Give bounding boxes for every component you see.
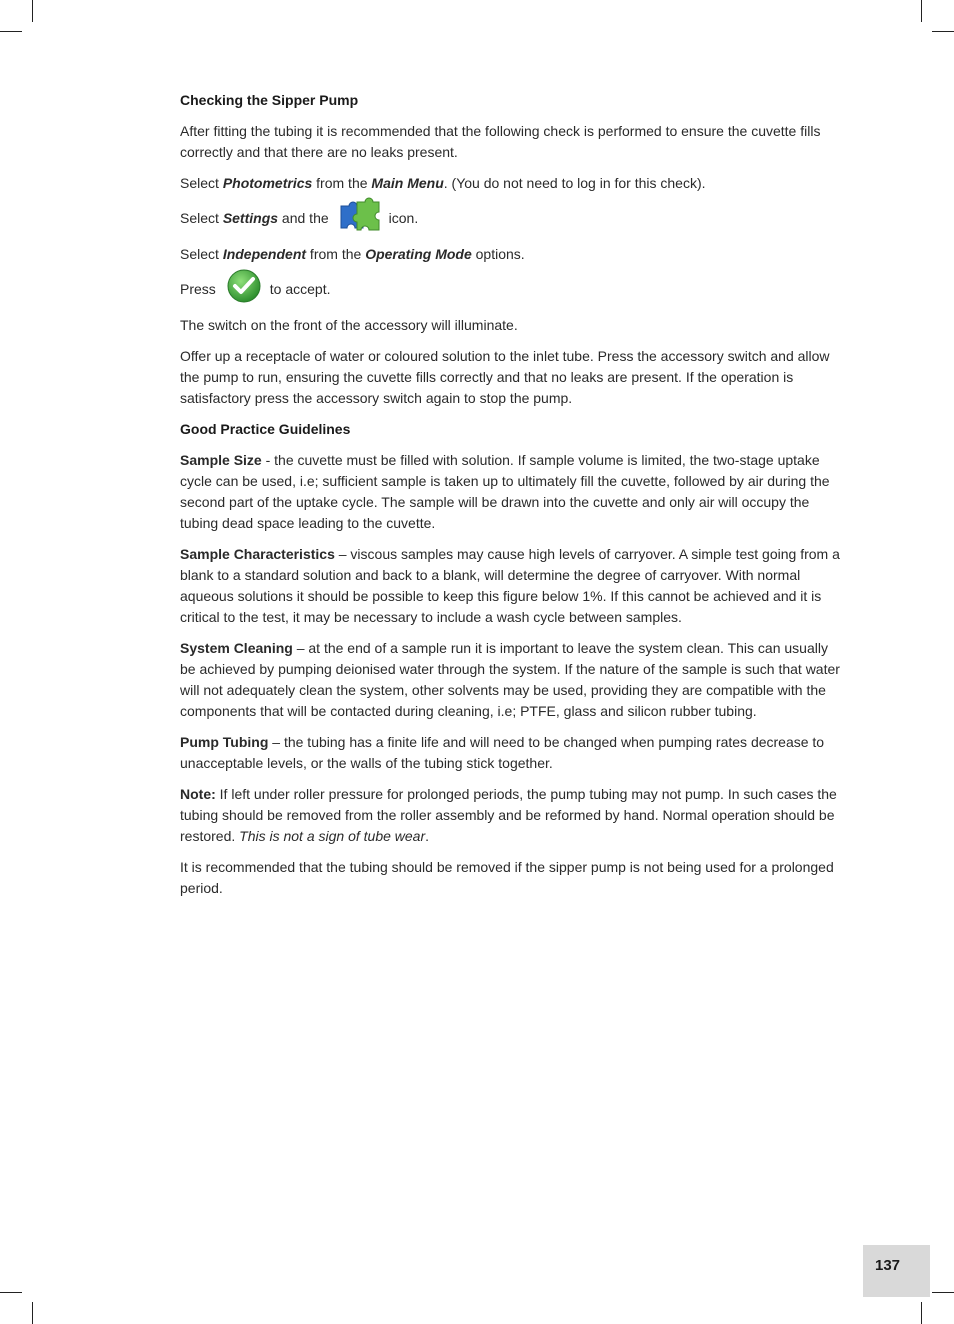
sample-characteristics-paragraph: Sample Characteristics – viscous samples may cause high levels of carryover. A simple test going from a blank to a standard solution and back to a blank, will determine the degree of carryover. With normal aqueous solutions it should be possible to keep this figure below 1%. If this cannot be achieved and it is critical to the test, it may be necessary to include a wash cycle between samples. [180,546,840,625]
pump-tubing-paragraph: Pump Tubing – the tubing has a finite life and will need to be changed when pumping rates decrease to unacceptable levels, or the walls of the tubing stick together. [180,734,825,771]
crop-mark-bottom-left-v [32,1302,33,1324]
offer-paragraph: Offer up a receptacle of water or coloured solution to the inlet tube. Press the accessory switch and allow the pump to run, ensuring the cuvette fills correctly and that no leaks are present. If the operation is satisfactory press the accessory switch again to stop the pump. [180,348,830,406]
step-select-settings: Select Settings and the icon. [180,202,840,234]
intro-paragraph: After fitting the tubing it is recommended that the following check is performed to ensure the cuvette fills correctly and that there are no leaks present. [180,123,821,160]
puzzle-piece-icon [337,194,381,242]
crop-mark-top-left-h [0,31,22,32]
note-paragraph: Note: If left under roller pressure for prolonged periods, the pump tubing may not pump. In such cases the tubing should be removed from the roller assembly and be reformed by hand. Normal operation should be restored. This is not a sign of tube wear. [180,786,837,844]
crop-mark-bottom-right-v [921,1302,922,1324]
checkmark-icon [226,268,262,310]
crop-mark-bottom-right-h [932,1292,954,1293]
crop-mark-bottom-left-h [0,1292,22,1293]
step-select-independent: Select Independent from the Operating Mode options. [180,246,525,262]
crop-mark-top-left-v [32,0,33,22]
crop-mark-top-right-h [932,31,954,32]
section-heading-good-practice: Good Practice Guidelines [180,421,351,437]
system-cleaning-paragraph: System Cleaning – at the end of a sample run it is important to leave the system clean. This can usually be achieved by pumping deionised water through the system. If the nature of the sample is such that water will not adequately clean the system, other solvents may be used, providing they are compatible with the components that will be contacted during cleaning, i.e; PTFE, glass and silicon rubber tubing. [180,640,840,719]
illuminate-paragraph: The switch on the front of the accessory will illuminate. [180,317,518,333]
step-select-photometrics: Select Photometrics from the Main Menu. (You do not need to log in for this check). [180,175,706,191]
step-press-accept: Press to accept. [180,273,840,305]
recommend-paragraph: It is recommended that the tubing should be removed if the sipper pump is not being used for a prolonged period. [180,859,834,896]
page-number: 137 [863,1245,930,1297]
crop-mark-top-right-v [921,0,922,22]
sample-size-paragraph: Sample Size - the cuvette must be filled with solution. If sample volume is limited, the two-stage uptake cycle can be used, i.e; sufficient sample is taken up to ultimately fill the cuvette, followed by air during the second part of the uptake cycle. The sample will be drawn into the cuvette and only air will occupy the tubing dead space leading to the cuvette. [180,452,830,531]
page-content [180,90,840,909]
section-heading-sipper-pump: Checking the Sipper Pump [180,92,359,108]
